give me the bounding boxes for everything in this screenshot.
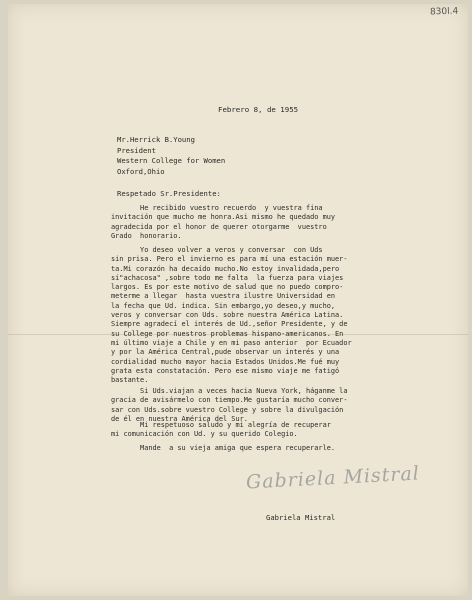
text-line: Yo deseo volver a veros y conversar con Uds bbox=[111, 246, 323, 254]
paragraph bbox=[111, 421, 448, 440]
text-line: Mi respetuoso saludo y mi alegría de recuperar bbox=[111, 421, 331, 429]
text-line: meterme a llegar hasta vuestra ilustre Universidad en bbox=[111, 292, 336, 301]
salutation: Respetado Sr.Presidente: bbox=[117, 189, 221, 198]
letter-page bbox=[8, 4, 468, 596]
paragraph bbox=[111, 246, 448, 385]
paragraph bbox=[111, 204, 448, 241]
recipient-line: Mr.Herrick B.Young bbox=[117, 135, 195, 144]
text-line: bastante. bbox=[111, 376, 149, 385]
text-line: Siempre agradecí el interés de Ud.,señor Presidente, y de bbox=[111, 320, 348, 329]
recipient-line: Oxford,Ohio bbox=[117, 166, 165, 176]
text-line: su College por nuestros problemas hispano-americanos. En bbox=[111, 329, 344, 338]
text-line: Grado honorario. bbox=[111, 231, 182, 240]
text-line: mi último viaje a Chile y en mi paso anterior por Ecuador bbox=[111, 338, 352, 347]
signature-name: Gabriela Mistral bbox=[266, 513, 336, 522]
text-line: He recibido vuestro recuerdo y vuestra fina bbox=[111, 204, 323, 212]
text-line: cordialidad mucho mayor hacia Estados Unidos.Me fué muy bbox=[111, 357, 340, 366]
paragraph bbox=[111, 444, 448, 453]
text-line: la fecha que Ud. indica. Sin embargo,yo deseo,y mucho, bbox=[111, 301, 336, 310]
text-line: sar con Uds.sobre vuestro College y sobre la divulgación bbox=[111, 405, 344, 414]
text-line: Si Uds.viajan a veces hacia Nueva York, háganme la bbox=[111, 387, 348, 395]
text-line: invitación que mucho me honra.Asi mismo he quedado muy bbox=[111, 213, 336, 222]
text-line: mi comunicación con Ud. y su querido Colegio. bbox=[111, 430, 298, 439]
text-line: ta.Mi corazón ha decaído mucho.No estoy invalidada,pero bbox=[111, 264, 340, 273]
text-line: agradecida por el honor de querer otorgarme vuestro bbox=[111, 222, 327, 231]
text-line: sin prisa. Pero el invierno es para mí una estación muer- bbox=[111, 255, 348, 264]
text-line: gracia de avisármelo con tiempo.Me gustaría mucho conver- bbox=[111, 396, 348, 405]
paragraph bbox=[111, 387, 448, 424]
text-line: sí"achacosa" ,sobre todo me falta la fuerza para viajes bbox=[111, 273, 344, 282]
text-line: Mande a su vieja amiga que espera recuperarle. bbox=[111, 444, 336, 452]
text-line: y por la América Central,pude observar un interés y una bbox=[111, 348, 340, 357]
archive-stamp: 830l.4 bbox=[429, 6, 459, 18]
text-line: largos. Es por este motivo de salud que no puedo compro- bbox=[111, 283, 344, 292]
handwritten-signature: Gabriela Mistral bbox=[245, 462, 421, 494]
text-line: veros y conversar con Uds. sobre nuestra América Latina. bbox=[111, 311, 344, 320]
letter-date: Febrero 8, de 1955 bbox=[218, 105, 299, 114]
recipient-address bbox=[117, 135, 225, 177]
recipient-line: Western College for Women bbox=[117, 156, 226, 165]
recipient-line: President bbox=[117, 145, 156, 155]
text-line: de él en nuestra América del Sur. bbox=[111, 414, 248, 423]
text-line: grata esta constatación. Pero ese mismo viaje me fatigó bbox=[111, 366, 340, 375]
